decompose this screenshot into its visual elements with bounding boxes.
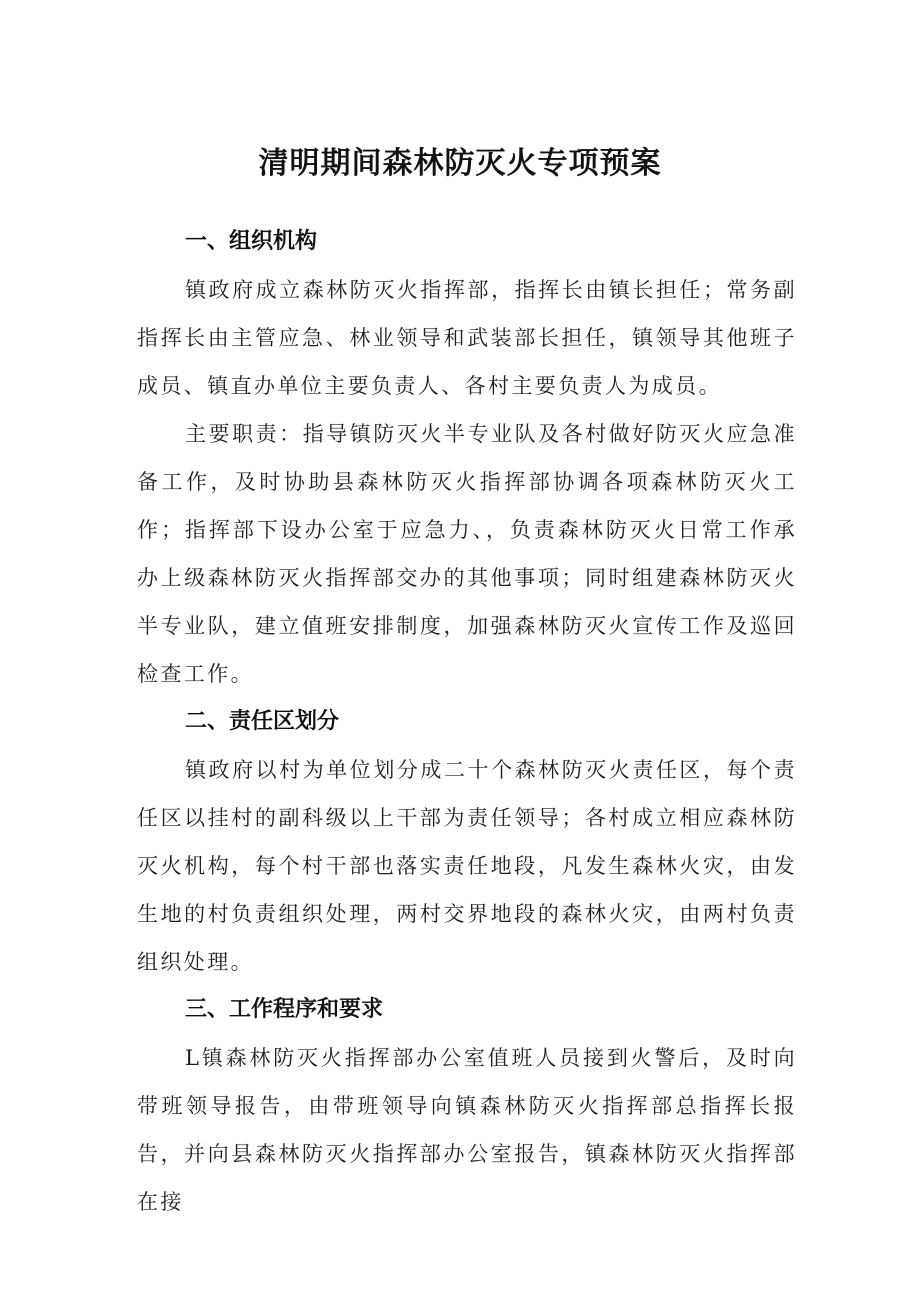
paragraph: L镇森林防灭火指挥部办公室值班人员接到火警后，及时向带班领导报告，由带班领导向镇森林防灭火指挥部总指挥长报告，并向县森林防灭火指挥部办公室报告，镇森林防灭火指挥部在接	[137, 1046, 797, 1214]
document-title: 清明期间森林防灭火专项预案	[258, 146, 662, 181]
section-heading: 二、责任区划分	[185, 709, 340, 734]
paragraph: 镇政府成立森林防灭火指挥部，指挥长由镇长担任；常务副指挥长由主管应急、林业领导和武装部长担任，镇领导其他班子成员、镇直办单位主要负责人、各村主要负责人为成员。	[137, 278, 797, 398]
paragraph: 主要职责：指导镇防灭火半专业队及各村做好防灭火应急准备工作，及时协助县森林防灭火指挥部协调各项森林防灭火工作；指挥部下设办公室于应急力、，负责森林防灭火日常工作承办上级森林防灭火指挥部交办的其他事项；同时组建森林防灭火半专业队，建立值班安排制度，加强森林防灭火宣传工作及巡回检查工作。	[137, 422, 797, 686]
document-body	[137, 218, 797, 1226]
section-responsibility-zones	[137, 698, 797, 986]
section-procedures	[137, 986, 797, 1226]
section-organization	[137, 218, 797, 698]
section-heading: 一、组织机构	[185, 229, 318, 254]
section-heading: 三、工作程序和要求	[185, 997, 384, 1022]
paragraph: 镇政府以村为单位划分成二十个森林防灭火责任区，每个责任区以挂村的副科级以上干部为责任领导；各村成立相应森林防灭火机构，每个村干部也落实责任地段，凡发生森林火灾，由发生地的村负责组织处理，两村交界地段的森林火灾，由两村负责组织处理。	[137, 758, 797, 974]
